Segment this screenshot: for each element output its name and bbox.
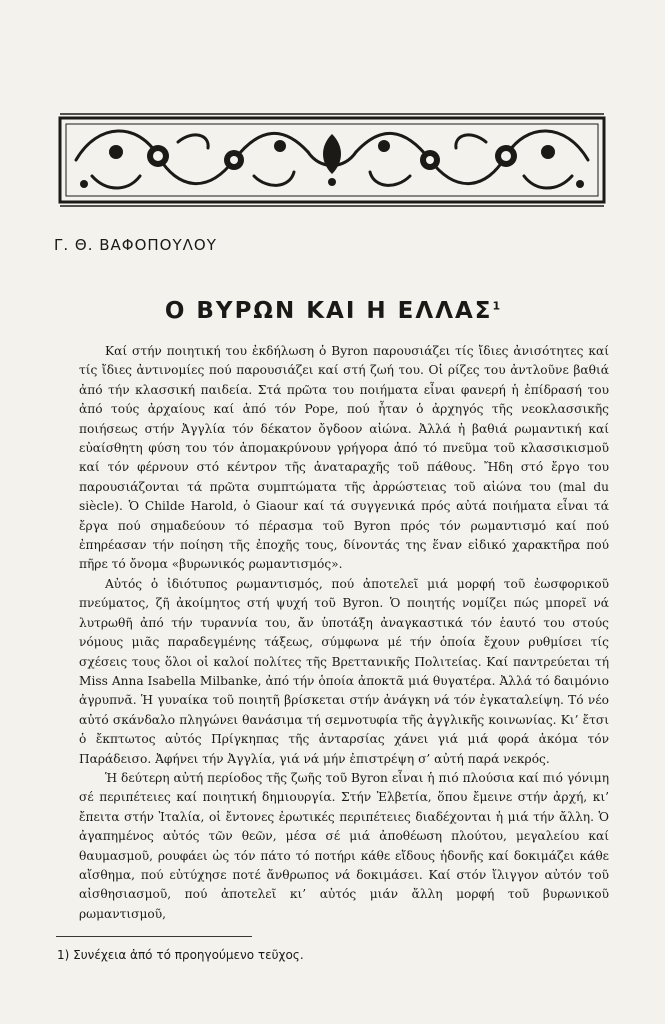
- body-paragraph-3: Ἡ δεύτερη αὐτή περίοδος τῆς ζωῆς τοῦ Byron εἶναι ἡ πιό πλούσια καί πιό γόνιμη σέ περιπέτειες καί ποιητική δημιουργία. Στήν Ἑλβετία, ὅπου ἔμεινε στήν ἀρχή, κι’ ἔπειτα στήν Ἰταλία, οἱ ἔντονες ἐρωτικές περιπέτειες διαδέχονται ἡ μιά τήν ἄλλη. Ὁ ἀγαπημένος αὐτός τῶν θεῶν, μέσα σέ μιά ἀποθέωση πλούτου, μεγαλείου καί θαυμασμοῦ, ρουφάει ὡς τόν πάτο τό ποτήρι κάθε εἴδους ἡδονῆς καί δοκιμάζει κάθε αἴσθημα, πού εὐτύχησε ποτέ ἄνθρωπος νά δοκιμάσει. Καί στόν ἴλιγγον αὐτόν τοῦ αἰσθησιασμοῦ, πού ἀποτελεῖ κι’ αὐτός μιάν ἄλλη μορφή τοῦ βυρωνικοῦ ρωμαντισμοῦ,: [79, 770, 609, 921]
- title-footnote-marker: 1: [492, 299, 501, 313]
- article-body: [79, 342, 609, 924]
- article-title: [0, 298, 665, 324]
- scroll-ornament-icon: [58, 112, 606, 208]
- article-title-text: Ο ΒΥΡΩΝ ΚΑΙ Η ΕΛΛΑΣ: [164, 298, 493, 324]
- author-byline: Γ. Θ. ΒΑΦΟΠΟΥΛΟΥ: [54, 236, 217, 254]
- footnote-divider: [56, 936, 252, 937]
- header-ornament-band: [58, 112, 606, 208]
- footnote-text: 1) Συνέχεια ἀπό τό προηγούμενο τεῦχος.: [57, 948, 304, 962]
- body-paragraph-2: Αὐτός ὁ ἰδιότυπος ρωμαντισμός, πού ἀποτελεῖ μιά μορφή τοῦ ἐωσφορικοῦ πνεύματος, ζῆ ἀκοίμητος στή ψυχή τοῦ Byron. Ὁ ποιητής νομίζει πώς μπορεῖ νά λυτρωθῆ ἀπό τήν τυραννία του, ἄν ὑποτάξη ἀναγκαστικά τόν ἑαυτό του στούς νόμους μιᾶς παραδεγμένης τάξεως, σύμφωνα μέ τήν ὁποία ἔχουν ρυθμίσει τίς σχέσεις τους ὅλοι οἱ καλοί πολίτες τῆς Βρεττανικῆς Πολιτείας. Καί παντρεύεται τή Miss Anna Isabella Milbanke, ἀπό τήν ὁποία ἀποκτᾶ μιά θυγατέρα. Ἀλλά τό δαιμόνιο ἀγρυπνᾶ. Ἡ γυναίκα τοῦ ποιητῆ βρίσκεται στήν ἀνάγκη νά τόν ἐγκαταλείψη. Τό νέο αὐτό σκάνδαλο πληγώνει θανάσιμα τή σεμνοτυφία τῆς ἀγγλικῆς κοινωνίας. Κι’ ἔτσι ὁ ἔκπτωτος αὐτός Πρίγκηπας τῆς ἀνταρσίας χάνει γιά μιά φορά ἀκόμα τόν Παράδεισο. Ἀφήνει τήν Ἀγγλία, γιά νά μήν ἐπιστρέψη σ’ αὐτή παρά νεκρός.: [79, 576, 609, 766]
- body-paragraph-1: Καί στήν ποιητική του ἐκδήλωση ὁ Byron παρουσιάζει τίς ἴδιες ἀνισότητες καί τίς ἴδιες ἀντινομίες πού παρουσιάζει καί στή ζωή του. Οἱ ρίζες του ἀντλοῦνε βαθιά ἀπό τήν κλασσική παιδεία. Στά πρῶτα του ποιήματα εἶναι φανερή ἡ ἐπίδρασή του ἀπό τούς ἀρχαίους καί ἀπό τόν Pope, πού ἦταν ὁ ἀρχηγός τῆς νεοκλασσικῆς ποιήσεως στήν Ἀγγλία τόν δέκατον ὄγδοον αἰώνα. Ἀλλά ἡ βαθιά ρωμαντική καί εὐαίσθητη φύση του τόν ἀπομακρύνουν γρήγορα ἀπό τό πνεῦμα τοῦ κλασσικισμοῦ καί τόν φέρνουν στό κέντρον τῆς ἀναταραχῆς τοῦ πάθους. Ἤδη στό ἔργο του παρουσιάζονται τά πρῶτα συμπτώματα τῆς ἀρρώστειας τοῦ αἰώνα του (mal du siècle). Ὁ Childe Harold, ὁ Giaour καί τά συγγενικά πρός αὐτά ποιήματα εἶναι τά ἔργα πού σημαδεύουν τό πέρασμα τοῦ Byron πρός τόν ρωμαντισμό καί πού ἐπηρέασαν τήν ποίηση τῆς ἐποχῆς τους, δίνοντάς της ἕναν εἰδικό χαρακτῆρα πού πῆρε τό ὄνομα «βυρωνικός ρωμαντισμός».: [79, 344, 609, 572]
